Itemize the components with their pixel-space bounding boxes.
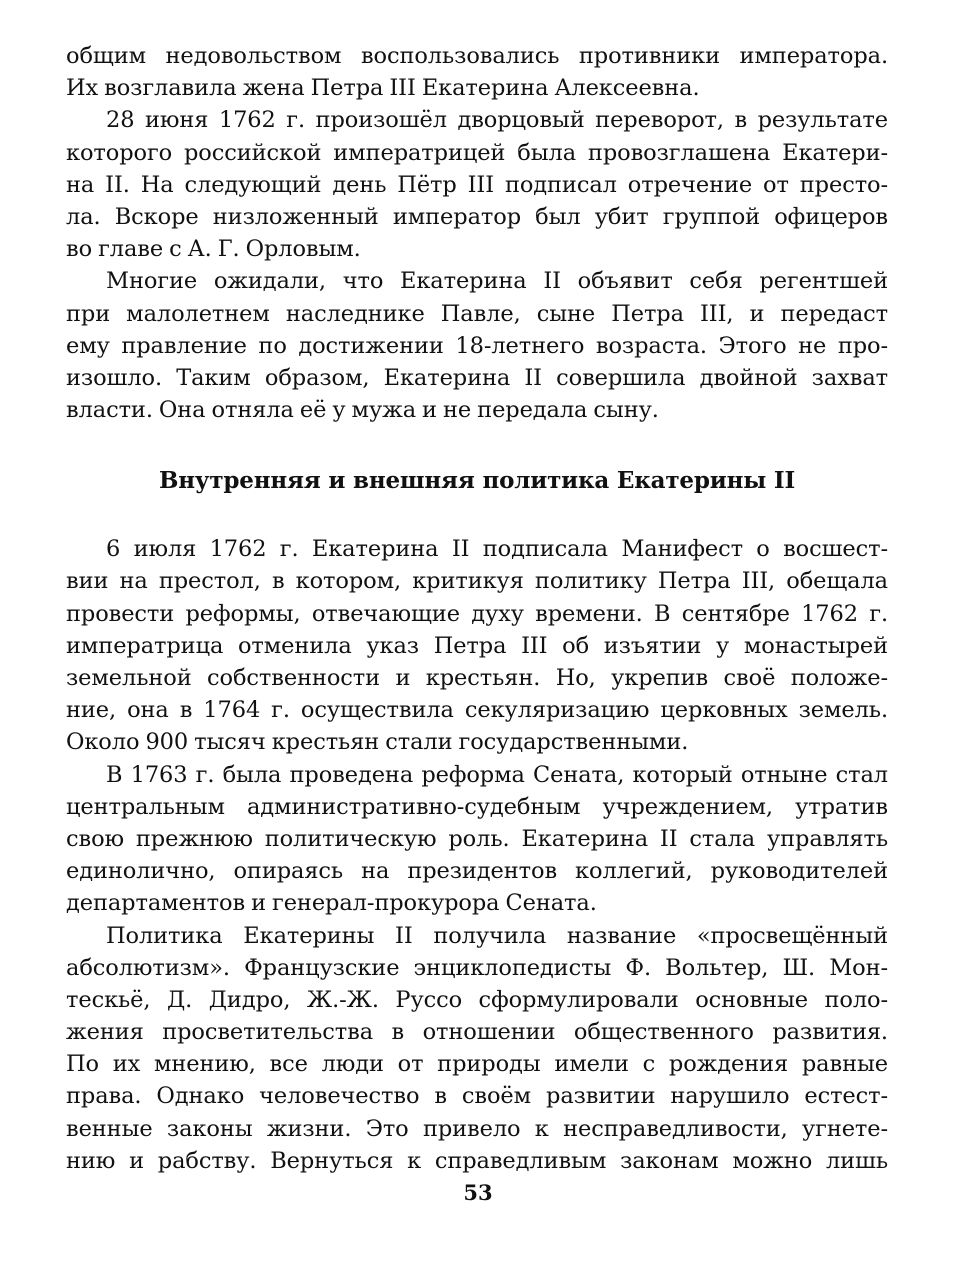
text-line: императрица отменила указ Петра III об изъятии у монастырей [66,632,888,659]
text-line: тескьё, Д. Дидро, Ж.-Ж. Руссо сформулировали основные поло- [66,986,888,1013]
text-line: жения просветительства в отношении общественного развития. [66,1019,888,1046]
section-heading: Внутренняя и внешняя политика Екатерины II [158,467,796,495]
text-line: изошло. Таким образом, Екатерина II совершила двойной захват [66,364,888,391]
text-line: департаментов и генерал-прокурора Сената. [66,890,597,917]
text-line: венные законы жизни. Это привело к несправедливости, угнете- [66,1115,888,1142]
paragraph-3 [66,265,888,426]
text-line: во главе с А. Г. Орловым. [66,236,361,263]
text-line: ние, она в 1764 г. осуществила секуляризацию церковных земель. [66,697,888,724]
text-line: центральным административно-судебным учреждением, утратив [66,793,888,820]
text-line: общим недовольством воспользовались противники императора. [66,43,888,69]
text-line: абсолютизм». Французские энциклопедисты Ф. Вольтер, Ш. Мон- [66,954,888,981]
paragraph-5 [66,759,888,920]
text-line: свою прежнюю политическую роль. Екатерина II стала управлять [66,825,888,852]
paragraph-4 [66,533,888,758]
text-line: единолично, опираясь на президентов коллегий, руководителей [66,858,888,885]
text-line: ему правление по достижении 18-летнего возраста. Этого не про- [66,332,888,359]
paragraph-1 [66,40,888,104]
text-line: Многие ожидали, что Екатерина II объявит себя регентшей [106,268,888,295]
paragraph-6 [66,920,888,1178]
text-line: на II. На следующий день Пётр III подписал отречение от престо- [66,171,888,198]
text-line: В 1763 г. была проведена реформа Сената, который отныне стал [106,761,888,788]
paragraph-2 [66,104,888,265]
text-line: Около 900 тысяч крестьян стали государственными. [66,729,689,756]
text-line: нию и рабству. Вернуться к справедливым законам можно лишь [66,1147,888,1174]
text-line: права. Однако человечество в своём развитии нарушило естест- [66,1083,888,1110]
text-line: ла. Вскоре низложенный император был убит группой офицеров [66,203,888,230]
page-body [66,40,888,1177]
text-line: при малолетнем наследнике Павле, сыне Петра III, и передаст [66,300,888,327]
text-line: земельной собственности и крестьян. Но, укрепив своё положе- [66,665,888,691]
text-line: Их возглавила жена Петра III Екатерина Алексеевна. [66,75,700,102]
text-line: 28 июня 1762 г. произошёл дворцовый переворот, в результате [106,107,888,134]
text-line: вии на престол, в котором, критикуя политику Петра III, обещала [66,568,888,595]
text-line: 6 июля 1762 г. Екатерина II подписала Манифест о восшест- [106,536,888,563]
text-line: Политика Екатерины II получила название «просвещённый [106,922,888,949]
text-line: власти. Она отняла её у мужа и не передала сыну. [66,397,659,424]
text-line: которого российской императрицей была провозглашена Екатери- [66,139,888,166]
text-line: провести реформы, отвечающие духу времени. В сентябре 1762 г. [66,600,888,627]
page-number: 53 [463,1180,493,1205]
text-line: По их мнению, все люди от природы имели с рождения равные [66,1051,888,1078]
